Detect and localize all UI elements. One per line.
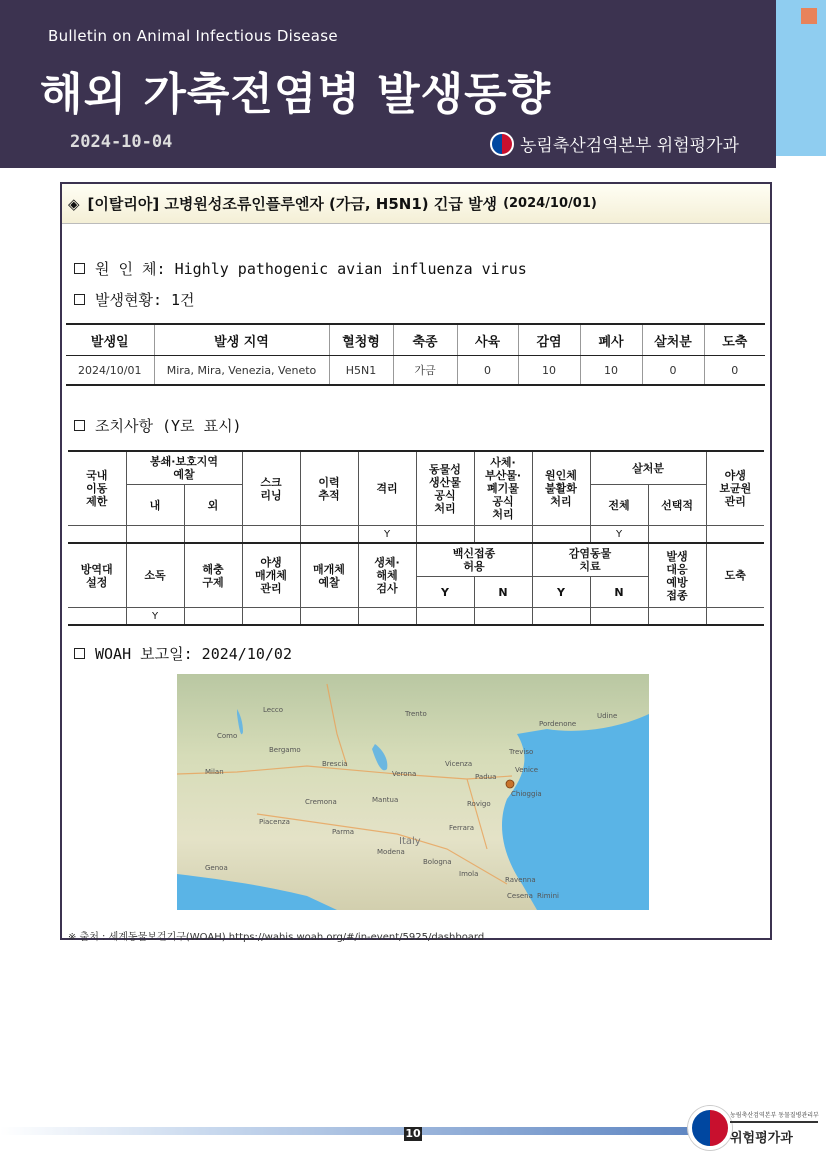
measure-zone-inside: 내 — [126, 485, 184, 526]
measure-zone: 봉쇄·보호지역 예찰 — [126, 451, 242, 485]
accent-square — [801, 8, 817, 24]
city-label: Como — [217, 732, 238, 740]
measure-cull-selective: 선택적 — [648, 485, 706, 526]
value-disinfection: Y — [126, 608, 184, 626]
col-header: 감염 — [518, 324, 580, 356]
col-header: 축종 — [393, 324, 457, 356]
city-label: Padua — [475, 773, 497, 781]
table-cell: 0 — [704, 356, 765, 386]
city-label: Trento — [405, 710, 427, 718]
col-header: 사육 — [457, 324, 518, 356]
city-label: Ravenna — [505, 876, 536, 884]
col-header: 도축 — [704, 324, 765, 356]
measure-wild-vector: 야생 매개체 관리 — [242, 543, 300, 608]
treat-yes: Y — [532, 577, 590, 608]
city-label: Modena — [377, 848, 405, 856]
col-header: 발생일 — [66, 324, 154, 356]
map-svg — [177, 674, 649, 910]
city-label: Parma — [332, 828, 355, 836]
status-text: 발생현황: 1건 — [95, 291, 195, 309]
issue-date: 2024-10-04 — [70, 132, 173, 152]
source-note: ※ 출처 : 세계동물보건기구(WOAH) https://wahis.woah.org/#/in-event/5925/dashboard — [68, 932, 485, 943]
measure-cull-all: 전체 — [590, 485, 648, 526]
outbreak-marker-icon — [506, 780, 514, 788]
col-header: 혈청형 — [329, 324, 393, 356]
outbreak-header-row — [66, 324, 765, 356]
measure-animal-products: 동물성 생산물 공식 처리 — [416, 451, 474, 526]
vax-no: N — [474, 577, 532, 608]
vax-yes: Y — [416, 577, 474, 608]
measure-culling: 살처분 — [590, 451, 706, 485]
woah-line — [74, 643, 292, 664]
footer-team: 위험평가과 — [730, 1131, 793, 1146]
measure-quarantine-zone: 방역대 설정 — [68, 543, 126, 608]
city-label: Bologna — [423, 858, 452, 866]
diamond-icon: ◈ — [68, 194, 80, 213]
city-label: Piacenza — [259, 818, 290, 826]
city-label: Rovigo — [467, 800, 491, 808]
report-title: [이탈리아] 고병원성조류인플루엔자 (가금, H5N1) 긴급 발생 — [87, 195, 498, 213]
checkbox-square-icon — [74, 648, 85, 659]
city-label: Lecco — [263, 706, 284, 714]
measure-slaughter: 도축 — [706, 543, 764, 608]
table-cell: 가금 — [393, 356, 457, 386]
measure-quarantine: 격리 — [358, 451, 416, 526]
col-header: 살처분 — [642, 324, 704, 356]
city-label: Pordenone — [539, 720, 577, 728]
city-label: Ferrara — [449, 824, 475, 832]
measure-wild-reservoir: 야생 보균원 관리 — [706, 451, 764, 526]
org-name: 농림축산검역본부 위험평가과 — [520, 136, 739, 156]
city-label: Cesena — [507, 892, 533, 900]
pathogen-text: 원 인 체: Highly pathogenic avian influenza virus — [95, 260, 527, 278]
table-row — [66, 356, 765, 386]
treat-no: N — [590, 577, 648, 608]
table-cell: 0 — [457, 356, 518, 386]
checkbox-square-icon — [74, 263, 85, 274]
country-label: Italy — [399, 836, 421, 847]
col-header: 발생 지역 — [154, 324, 329, 356]
measures-table — [68, 450, 764, 626]
table-cell: 0 — [642, 356, 704, 386]
city-label: Brescia — [322, 760, 348, 768]
measure-disinfection: 소독 — [126, 543, 184, 608]
value-quarantine: Y — [358, 526, 416, 544]
city-label: Vicenza — [445, 760, 473, 768]
checkbox-square-icon — [74, 294, 85, 305]
table-row — [68, 526, 764, 544]
table-cell: 10 — [518, 356, 580, 386]
measure-carcass: 사체· 부산물· 폐기물 공식 처리 — [474, 451, 532, 526]
table-cell: H5N1 — [329, 356, 393, 386]
table-cell: 10 — [580, 356, 642, 386]
city-label: Cremona — [305, 798, 337, 806]
value-cull-all: Y — [590, 526, 648, 544]
status-line — [74, 289, 195, 310]
woah-text: WOAH 보고일: 2024/10/02 — [95, 645, 292, 663]
pathogen-line — [74, 258, 527, 279]
bulletin-label: Bulletin on Animal Infectious Disease — [48, 27, 338, 45]
city-label: Treviso — [509, 748, 534, 756]
city-label: Verona — [392, 770, 417, 778]
page-number: 10 — [405, 1127, 421, 1140]
city-label: Bergamo — [269, 746, 301, 754]
city-label: Udine — [597, 712, 618, 720]
measure-necropsy: 생체· 해체 검사 — [358, 543, 416, 608]
city-label: Mantua — [372, 796, 399, 804]
taeguk-icon — [490, 132, 514, 156]
measures-heading-text: 조치사항 (Y로 표시) — [95, 417, 242, 435]
city-label: Milan — [205, 768, 224, 776]
outbreak-map — [177, 674, 649, 910]
measure-zone-outside: 외 — [184, 485, 242, 526]
measure-domestic-move: 국내 이동 제한 — [68, 451, 126, 526]
measure-trace: 이력 추적 — [300, 451, 358, 526]
outbreak-table — [66, 323, 765, 386]
measure-screening: 스크 리닝 — [242, 451, 300, 526]
report-title-bar — [62, 184, 770, 224]
city-label: Imola — [459, 870, 479, 878]
measure-prevent-vax: 발생 대응 예방 접종 — [648, 543, 706, 608]
col-header: 폐사 — [580, 324, 642, 356]
footer-org: 농림축산검역본부 동물질병관리부 — [730, 1112, 819, 1119]
footer-line — [0, 1127, 690, 1135]
footer-divider — [730, 1121, 818, 1123]
org-label — [490, 131, 739, 156]
measure-vaccination: 백신접종 허용 — [416, 543, 532, 577]
measure-pest-control: 해충 구제 — [184, 543, 242, 608]
report-title-date: (2024/10/01) — [503, 196, 597, 211]
measure-treatment: 감염동물 치료 — [532, 543, 648, 577]
page-title: 해외 가축전염병 발생동향 — [40, 69, 552, 120]
city-label: Chioggia — [511, 790, 542, 798]
checkbox-square-icon — [74, 420, 85, 431]
city-label: Rimini — [537, 892, 559, 900]
taeguk-icon — [688, 1106, 732, 1150]
measure-pathogen-inactivation: 원인체 불활화 처리 — [532, 451, 590, 526]
measure-vector-surveillance: 매개체 예찰 — [300, 543, 358, 608]
table-cell: 2024/10/01 — [66, 356, 154, 386]
city-label: Genoa — [205, 864, 228, 872]
measures-heading — [74, 415, 242, 436]
city-label: Venice — [515, 766, 539, 774]
table-row — [68, 608, 764, 626]
table-cell: Mira, Mira, Venezia, Veneto — [154, 356, 329, 386]
